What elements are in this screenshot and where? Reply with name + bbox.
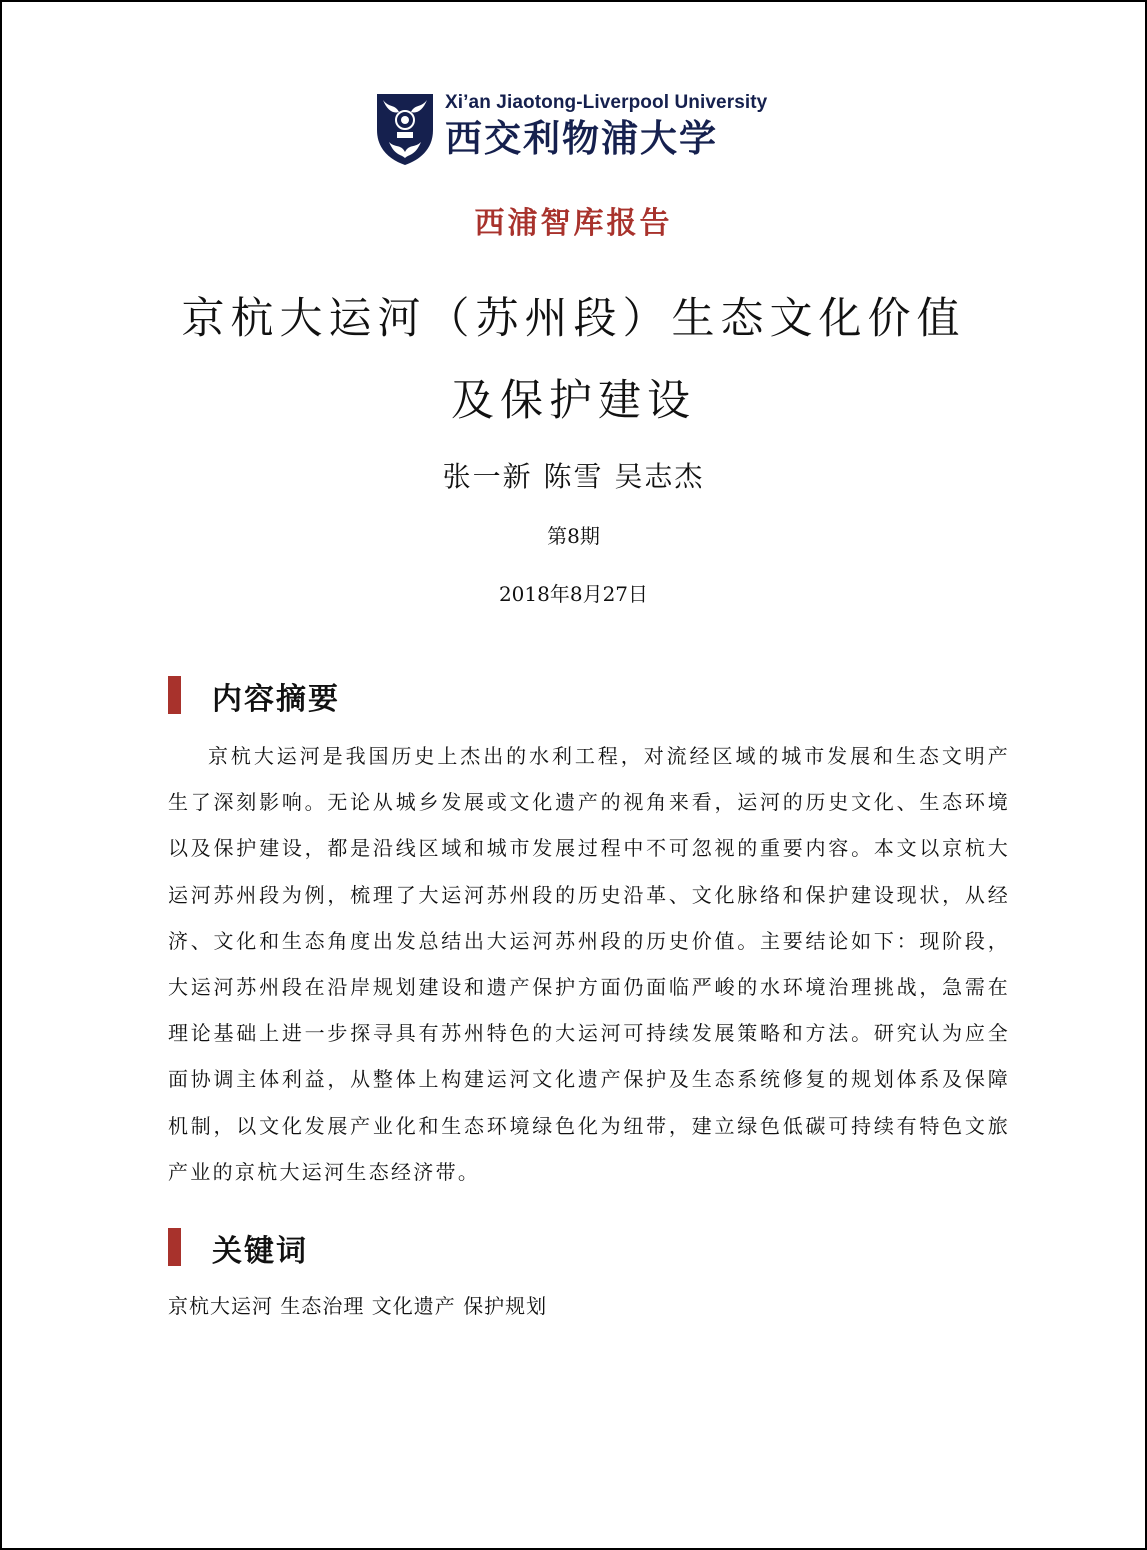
- authors: 张一新 陈雪 吴志杰: [442, 460, 705, 493]
- university-name-en: Xi’an Jiaotong-Liverpool University: [445, 92, 768, 113]
- publication-date: 2018年8月27日: [498, 582, 649, 606]
- issue-number: 第8期: [547, 524, 600, 548]
- university-logo: [375, 92, 775, 168]
- abstract-section-marker: [168, 676, 181, 714]
- report-series-label: 西浦智库报告: [474, 206, 673, 241]
- abstract-heading: 内容摘要: [212, 682, 340, 717]
- keywords-heading: 关键词: [212, 1234, 308, 1269]
- report-title-line-2: 及保护建设: [451, 376, 696, 426]
- report-title-line-1: 京杭大运河（苏州段）生态文化价值: [181, 294, 966, 344]
- university-crest-icon: [375, 92, 435, 166]
- university-name-zh: 西交利物浦大学: [445, 116, 718, 160]
- abstract-text: 京杭大运河是我国历史上杰出的水利工程，对流经区域的城市发展和生态文明产生了深刻影响。无论从城乡发展或文化遗产的视角来看，运河的历史文化、生态环境以及保护建设，都是沿线区域和城市发展过程中不可忽视的重要内容。本文以京杭大运河苏州段为例，梳理了大运河苏州段的历史沿革、文化脉络和保护建设现状，从经济、文化和生态角度出发总结出大运河苏州段的历史价值。主要结论如下：现阶段，大运河苏州段在沿岸规划建设和遗产保护方面仍面临严峻的水环境治理挑战，急需在理论基础上进一步探寻具有苏州特色的大运河可持续发展策略和方法。研究认为应全面协调主体利益，从整体上构建运河文化遗产保护及生态系统修复的规划体系及保障机制，以文化发展产业化和生态环境绿色化为纽带，建立绿色低碳可持续有特色文旅产业的京杭大运河生态经济带。: [168, 744, 1010, 1184]
- keywords-text: 京杭大运河 生态治理 文化遗产 保护规划: [168, 1294, 548, 1318]
- keywords-section-marker: [168, 1228, 181, 1266]
